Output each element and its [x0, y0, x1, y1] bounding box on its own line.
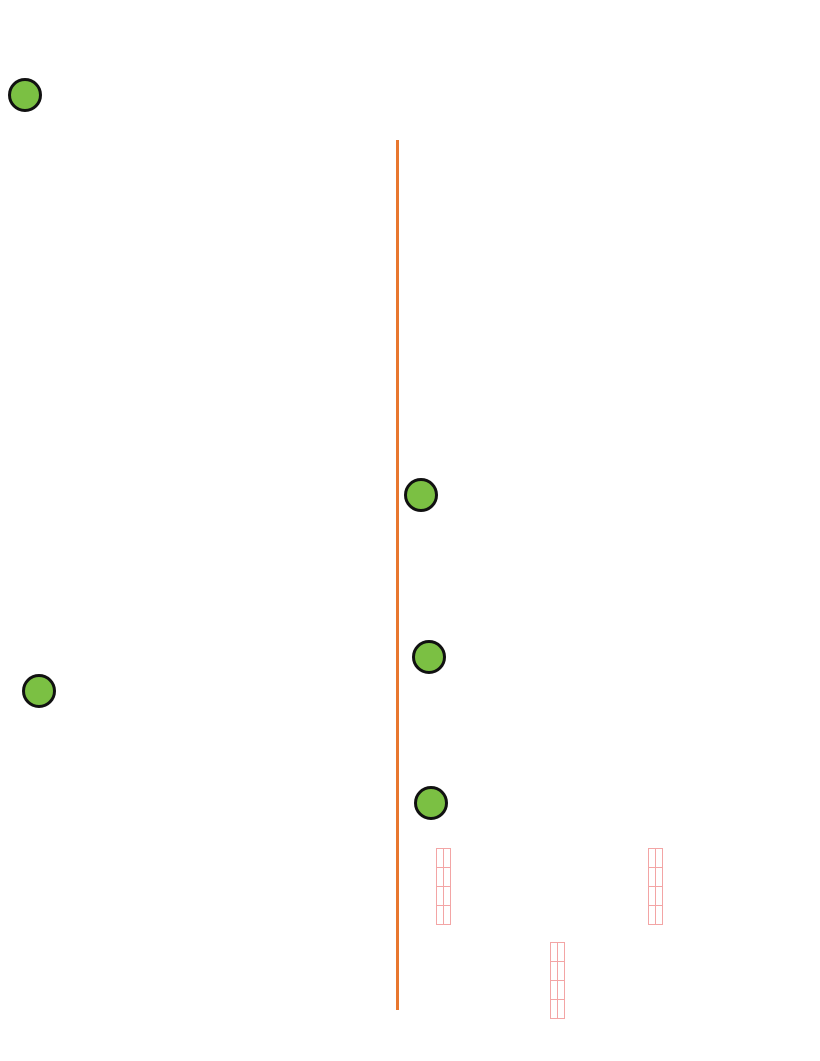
table-cell [558, 1000, 565, 1019]
table-cell [551, 1000, 558, 1019]
table-cell [444, 887, 451, 906]
question-number-badge [414, 786, 448, 820]
table-cell [649, 906, 656, 925]
table-cell [437, 887, 444, 906]
column-divider [396, 140, 399, 1010]
table-cell [649, 887, 656, 906]
table-header [444, 849, 451, 868]
table-cell [656, 906, 663, 925]
car-pictograph [430, 100, 730, 360]
question-number-badge [404, 478, 438, 512]
table-cell [558, 962, 565, 981]
table-cell [437, 906, 444, 925]
table-header [551, 943, 558, 962]
q5-table-c [550, 942, 565, 1019]
question-number-badge [8, 78, 42, 112]
table-cell [444, 868, 451, 887]
table-cell [551, 981, 558, 1000]
table-header [656, 849, 663, 868]
question-number-badge [412, 640, 446, 674]
q5-table-b [648, 848, 663, 925]
table-cell [656, 868, 663, 887]
table-header [437, 849, 444, 868]
table-header [558, 943, 565, 962]
table-cell [649, 868, 656, 887]
q2-pictograph [80, 700, 390, 910]
table-cell [444, 906, 451, 925]
table-header [649, 849, 656, 868]
table-cell [437, 868, 444, 887]
table-cell [551, 962, 558, 981]
table-cell [656, 887, 663, 906]
question-number-badge [22, 674, 56, 708]
q1-star-graphs [0, 220, 400, 580]
q5-table-a [436, 848, 451, 925]
table-cell [558, 981, 565, 1000]
